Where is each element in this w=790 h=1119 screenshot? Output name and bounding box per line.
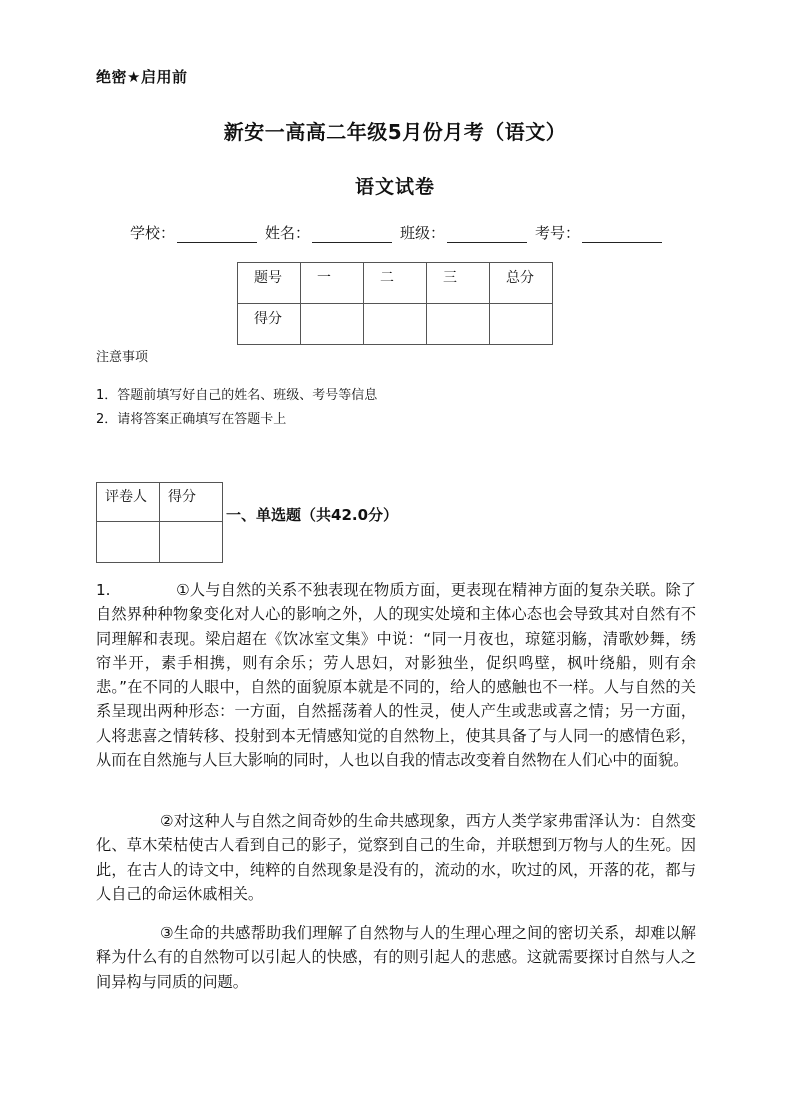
score-cell[interactable] bbox=[301, 304, 364, 345]
score-cell[interactable] bbox=[427, 304, 490, 345]
class-label: 班级： bbox=[400, 224, 446, 242]
question-number: 1. bbox=[96, 581, 111, 599]
exam-title: 新安一高高二年级5月份月考（语文） bbox=[223, 120, 567, 144]
name-field[interactable] bbox=[312, 228, 392, 243]
note-item: 2．请将答案正确填写在答题卡上 bbox=[96, 412, 287, 427]
score-table bbox=[237, 262, 553, 345]
score-table-header-row bbox=[238, 263, 553, 304]
score-table-cell: 二 bbox=[364, 263, 427, 304]
paper-title: 语文试卷 bbox=[354, 176, 435, 198]
score-cell[interactable] bbox=[490, 304, 553, 345]
grader-header-row bbox=[97, 483, 223, 522]
grader-cell[interactable] bbox=[97, 522, 160, 563]
school-field[interactable] bbox=[177, 228, 257, 243]
confidential-label: 绝密★启用前 bbox=[96, 68, 188, 86]
score-table-cell: 三 bbox=[427, 263, 490, 304]
name-label: 姓名： bbox=[265, 224, 311, 242]
section-title: 一、单选题（共42.0分） bbox=[226, 506, 399, 524]
score-table-cell: 题号 bbox=[238, 263, 301, 304]
question-paragraph: ③生命的共感帮助我们理解了自然物与人的生理心理之间的密切关系，却难以解释为什么有的自然物可以引起人的快感，有的则引起人的悲感。这就需要探讨自然与人之间异构与同质的问题。 bbox=[96, 924, 696, 991]
score-table-cell: 一 bbox=[301, 263, 364, 304]
notes-title: 注意事项 bbox=[96, 350, 149, 365]
score-table-score-row bbox=[238, 304, 553, 345]
school-label: 学校： bbox=[130, 224, 176, 242]
score-row-label: 得分 bbox=[238, 304, 301, 345]
paragraph-text: ①人与自然的关系不独表现在物质方面，更表现在精神方面的复杂关联。除了自然界种种物象变化对人心的影响之外，人的现实处境和主体心态也会导致其对自然有不同理解和表现。梁启超在《饮冰室文集》中说：“同一月夜也，琼筵羽觞，清歌妙舞，绣帘半开，素手相携，则有余乐；劳人思妇，对影独坐，促织鸣壁，枫叶绕船，则有余悲。”在不同的人眼中，自然的面貌原本就是不同的，给人的感触也不一样。人与自然的关系呈现出两种形态：一方面，自然摇荡着人的性灵，使人产生或悲或喜之情；另一方面，人将悲喜之情转移、投射到本无情感知觉的自然物上，使其具备了与人同一的感情色彩，从而在自然施与人巨大影响的同时，人也以自我的情志改变着自然物在人们心中的面貌。 bbox=[96, 581, 696, 770]
number-label: 考号： bbox=[535, 224, 581, 242]
student-info-row bbox=[130, 222, 670, 243]
class-field[interactable] bbox=[447, 228, 527, 243]
score-cell[interactable] bbox=[364, 304, 427, 345]
grader-label: 评卷人 bbox=[97, 483, 160, 522]
grader-input-row bbox=[97, 522, 223, 563]
grader-score-label: 得分 bbox=[160, 483, 223, 522]
grader-score-cell[interactable] bbox=[160, 522, 223, 563]
note-item: 1．答题前填写好自己的姓名、班级、考号等信息 bbox=[96, 388, 378, 403]
question-paragraph bbox=[96, 578, 696, 772]
score-table-cell: 总分 bbox=[490, 263, 553, 304]
grader-table bbox=[96, 482, 223, 563]
number-field[interactable] bbox=[582, 228, 662, 243]
question-paragraph: ②对这种人与自然之间奇妙的生命共感现象，西方人类学家弗雷泽认为：自然变化、草木荣枯使古人看到自己的影子，觉察到自己的生命，并联想到万物与人的生死。因此，在古人的诗文中，纯粹的自然现象是没有的，流动的水，吹过的风，开落的花，都与人自己的命运休戚相关。 bbox=[96, 812, 696, 903]
